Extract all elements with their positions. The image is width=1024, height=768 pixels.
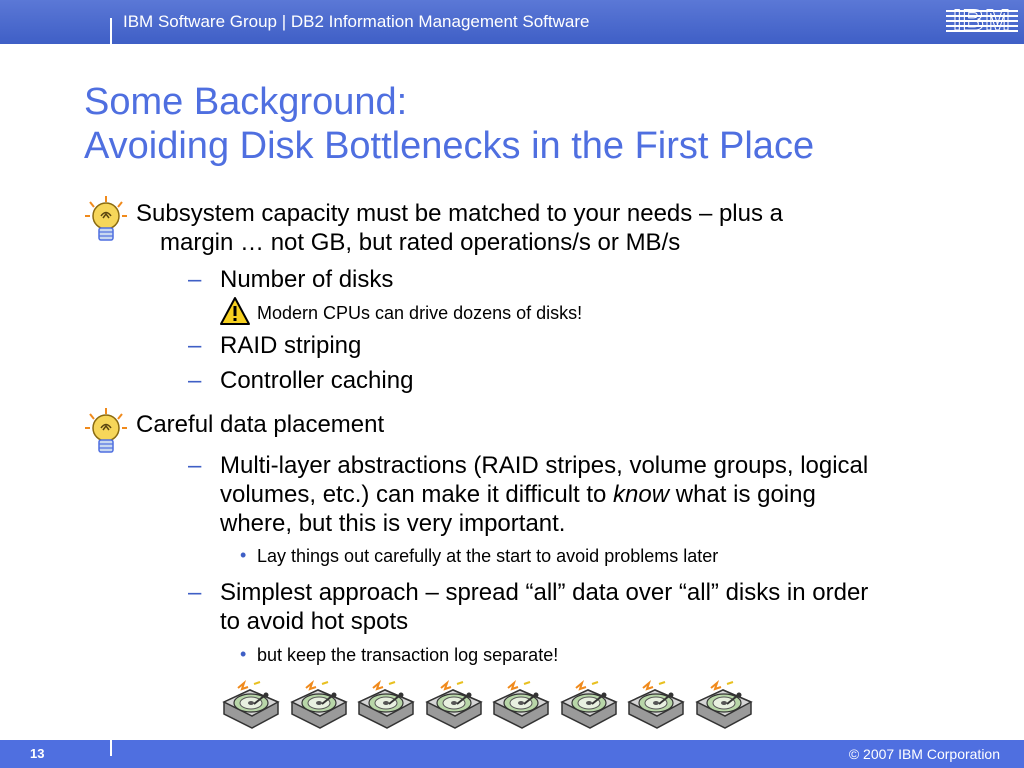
point-lay-things-out: Lay things out carefully at the start to avoid problems later bbox=[257, 546, 719, 566]
multi-layer-line2: volumes, etc.) can make it difficult to know what is going bbox=[220, 481, 816, 508]
simplest-line1: Simplest approach – spread “all” data over “all” disks in order bbox=[220, 579, 869, 606]
slide-title-line2: Avoiding Disk Bottlenecks in the First Place bbox=[84, 125, 815, 167]
sub-item-raid-striping: RAID striping bbox=[220, 332, 362, 359]
footer-divider bbox=[110, 740, 112, 756]
header-divider bbox=[110, 18, 112, 44]
header-bar bbox=[0, 0, 1024, 44]
sub-item-simplest-approach bbox=[220, 578, 868, 636]
slide-title bbox=[84, 80, 814, 168]
bullet-capacity-line1: Subsystem capacity must be matched to your needs – plus a bbox=[136, 200, 784, 227]
sub-item-controller-caching: Controller caching bbox=[220, 367, 414, 394]
header-text: IBM Software Group | DB2 Information Management Software bbox=[123, 12, 590, 31]
slide-title-line1: Some Background: bbox=[84, 81, 408, 123]
bullet-capacity-line2: margin … not GB, but rated operations/s or MB/s bbox=[160, 229, 681, 256]
hard-disk-icon bbox=[355, 680, 417, 732]
simplest-line2: to avoid hot spots bbox=[220, 608, 409, 635]
bullet-capacity bbox=[136, 199, 783, 257]
hard-disk-icon bbox=[220, 680, 282, 732]
hard-disk-icon bbox=[423, 680, 485, 732]
bullet-data-placement: Careful data placement bbox=[136, 411, 385, 438]
hard-disk-icon bbox=[490, 680, 552, 732]
emphasis-know: know bbox=[613, 481, 670, 508]
sub-item-multi-layer bbox=[220, 451, 868, 538]
page-number: 13 bbox=[30, 746, 45, 761]
multi-layer-line3: where, but this is very important. bbox=[220, 510, 566, 537]
warning-triangle-icon bbox=[219, 296, 251, 326]
dash-marker: – bbox=[188, 332, 202, 359]
dash-marker: – bbox=[188, 266, 202, 293]
hard-disk-icon bbox=[288, 680, 350, 732]
dash-marker: – bbox=[188, 579, 202, 606]
point-transaction-log: but keep the transaction log separate! bbox=[257, 645, 559, 665]
hard-disk-icon bbox=[693, 680, 755, 732]
sub-item-number-of-disks: Number of disks bbox=[220, 266, 394, 293]
ibm-logo bbox=[946, 4, 1018, 38]
dash-marker: – bbox=[188, 452, 202, 479]
footer-bar bbox=[0, 740, 1024, 768]
warning-text: Modern CPUs can drive dozens of disks! bbox=[257, 303, 583, 323]
hard-disk-icon bbox=[625, 680, 687, 732]
copyright-text: © 2007 IBM Corporation bbox=[848, 746, 1000, 762]
multi-layer-line1: Multi-layer abstractions (RAID stripes, volume groups, logical bbox=[220, 452, 869, 479]
lightbulb-idea-icon bbox=[84, 406, 128, 458]
dot-marker: • bbox=[240, 644, 247, 664]
dash-marker: – bbox=[188, 367, 202, 394]
dot-marker: • bbox=[240, 545, 247, 565]
hard-disk-icon bbox=[558, 680, 620, 732]
lightbulb-idea-icon bbox=[84, 194, 128, 246]
